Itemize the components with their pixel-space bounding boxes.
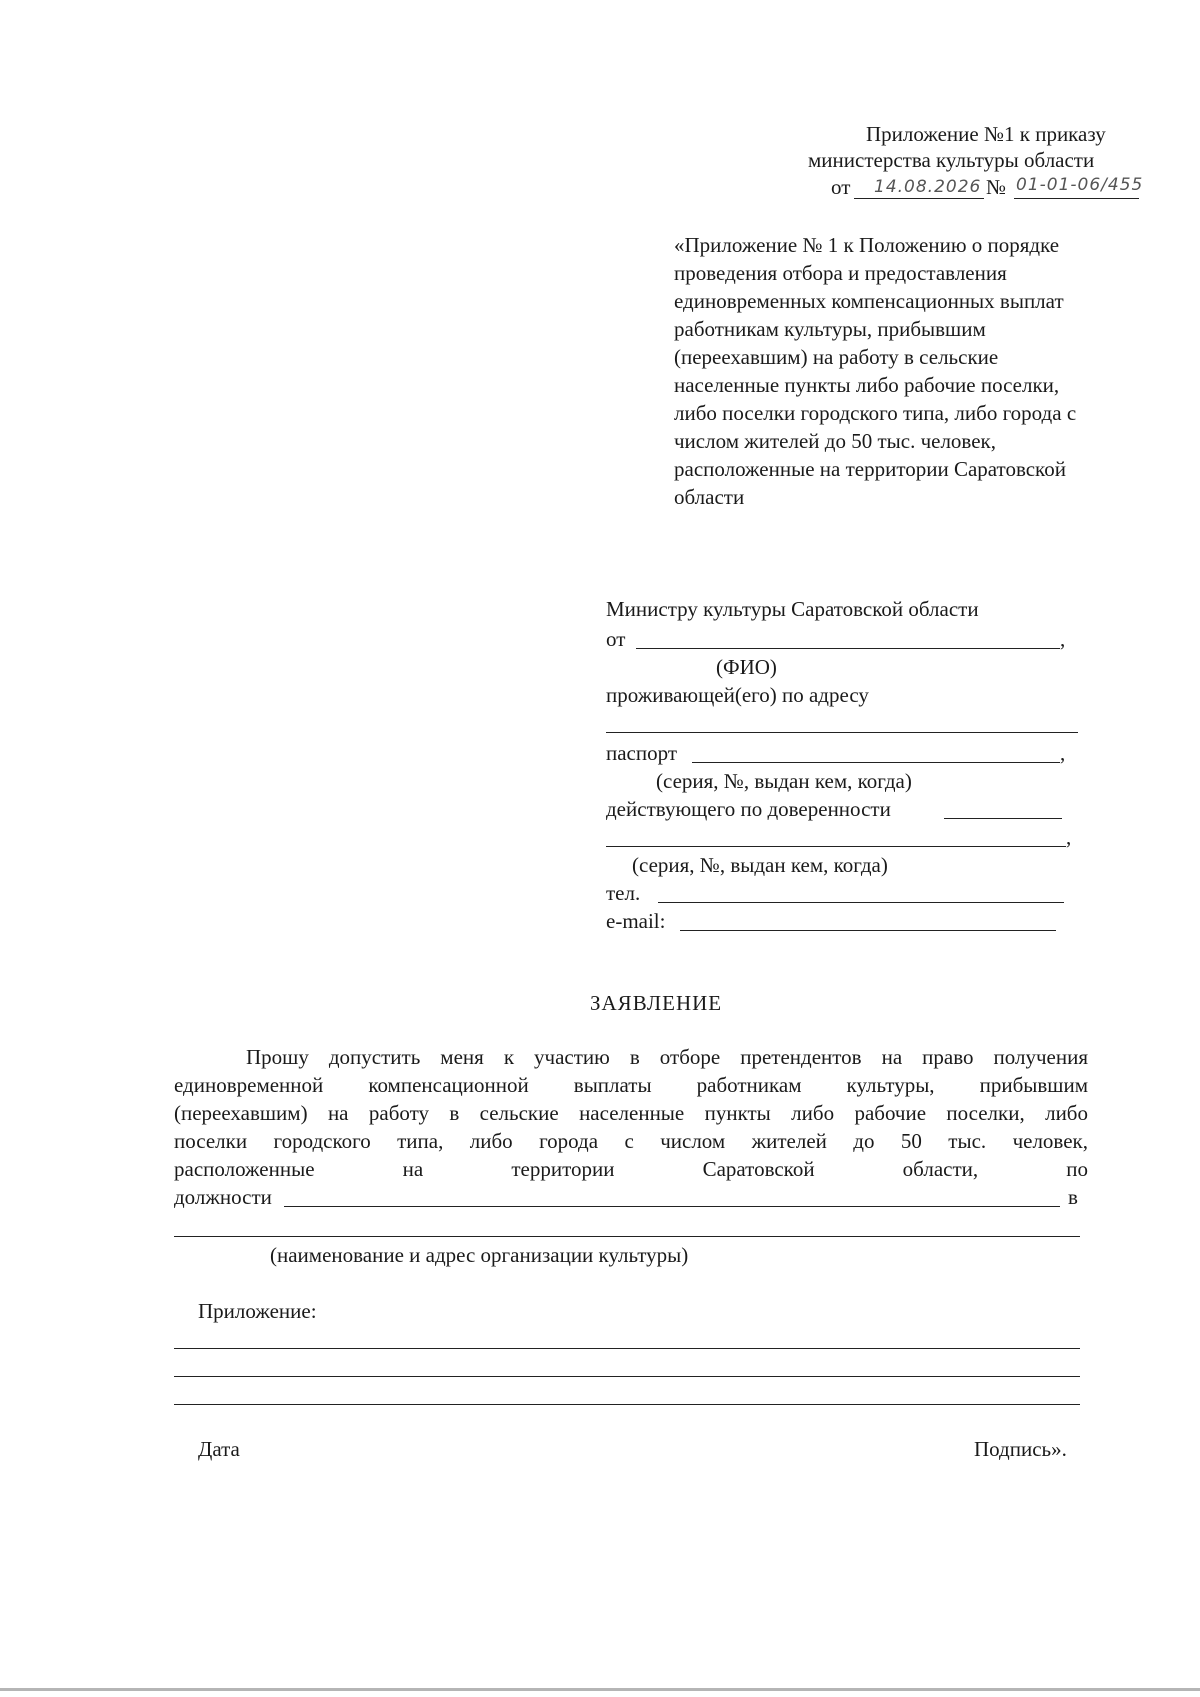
scan-edge-divider [0, 1688, 1200, 1691]
phone-field[interactable] [658, 902, 1064, 903]
annex-line: работникам культуры, прибывшим [674, 317, 986, 341]
fio-comma: , [1060, 627, 1066, 651]
attachment-field-2[interactable] [174, 1376, 1080, 1377]
attachment-field-1[interactable] [174, 1348, 1080, 1349]
fio-field[interactable] [636, 648, 1060, 649]
in-label: в [1068, 1185, 1078, 1209]
annex-line: либо поселки городского типа, либо города с [674, 401, 1077, 425]
passport-label: паспорт [606, 741, 678, 765]
annex-line: населенные пункты либо рабочие поселки, [674, 373, 1060, 397]
address-field[interactable] [606, 732, 1078, 733]
proxy-label: действующего по доверенности [606, 797, 891, 821]
signature-label: Подпись». [974, 1437, 1067, 1461]
document-title: ЗАЯВЛЕНИЕ [590, 991, 723, 1015]
organization-hint: (наименование и адрес организации культуры) [270, 1243, 689, 1267]
passport-field[interactable] [692, 762, 1060, 763]
header-number-underline [1014, 198, 1139, 199]
proxy-field-2[interactable] [606, 846, 1066, 847]
position-field[interactable] [284, 1206, 1060, 1207]
passport-hint: (серия, №, выдан кем, когда) [656, 769, 912, 793]
fio-hint: (ФИО) [716, 655, 777, 679]
header-line-2: министерства культуры области [808, 148, 1095, 172]
organization-field[interactable] [174, 1236, 1080, 1237]
attachment-label: Приложение: [198, 1299, 317, 1323]
header-number-handwritten: 01-01-06/455 [1016, 175, 1144, 195]
header-line-1: Приложение №1 к приказу [866, 122, 1106, 146]
annex-line: расположенные на территории Саратовской [674, 457, 1066, 481]
annex-line: проведения отбора и предоставления [674, 261, 1007, 285]
annex-line: (переехавшим) на работу в сельские [674, 345, 999, 369]
header-date-handwritten: 14.08.2026 [874, 177, 982, 197]
annex-line: «Приложение № 1 к Положению о порядке [674, 233, 1060, 257]
body-line-1: Прошу допустить меня к участию в отборе претендентов на право получения [246, 1045, 1088, 1069]
phone-label: тел. [606, 881, 641, 905]
addressee-from-label: от [606, 627, 626, 651]
addressee-to: Министру культуры Саратовской области [606, 597, 979, 621]
proxy-field-1[interactable] [944, 818, 1062, 819]
annex-line: единовременных компенсационных выплат [674, 289, 1064, 313]
address-label: проживающей(его) по адресу [606, 683, 869, 707]
body-line-5: расположенные на территории Саратовской области, по [174, 1157, 1088, 1181]
email-field[interactable] [680, 930, 1056, 931]
body-line-4: поселки городского типа, либо города с числом жителей до 50 тыс. человек, [174, 1129, 1088, 1153]
body-line-3: (переехавшим) на работу в сельские населенные пункты либо рабочие поселки, либо [174, 1101, 1088, 1125]
passport-comma: , [1060, 741, 1066, 765]
email-label: e-mail: [606, 909, 666, 933]
header-from-label: от [831, 175, 851, 199]
attachment-field-3[interactable] [174, 1404, 1080, 1405]
position-label: должности [174, 1185, 272, 1209]
header-number-label: № [986, 175, 1007, 199]
annex-line: области [674, 485, 745, 509]
annex-line: числом жителей до 50 тыс. человек, [674, 429, 996, 453]
proxy-comma: , [1066, 825, 1072, 849]
date-label: Дата [198, 1437, 240, 1461]
proxy-hint: (серия, №, выдан кем, когда) [632, 853, 888, 877]
body-line-2: единовременной компенсационной выплаты работникам культуры, прибывшим [174, 1073, 1088, 1097]
